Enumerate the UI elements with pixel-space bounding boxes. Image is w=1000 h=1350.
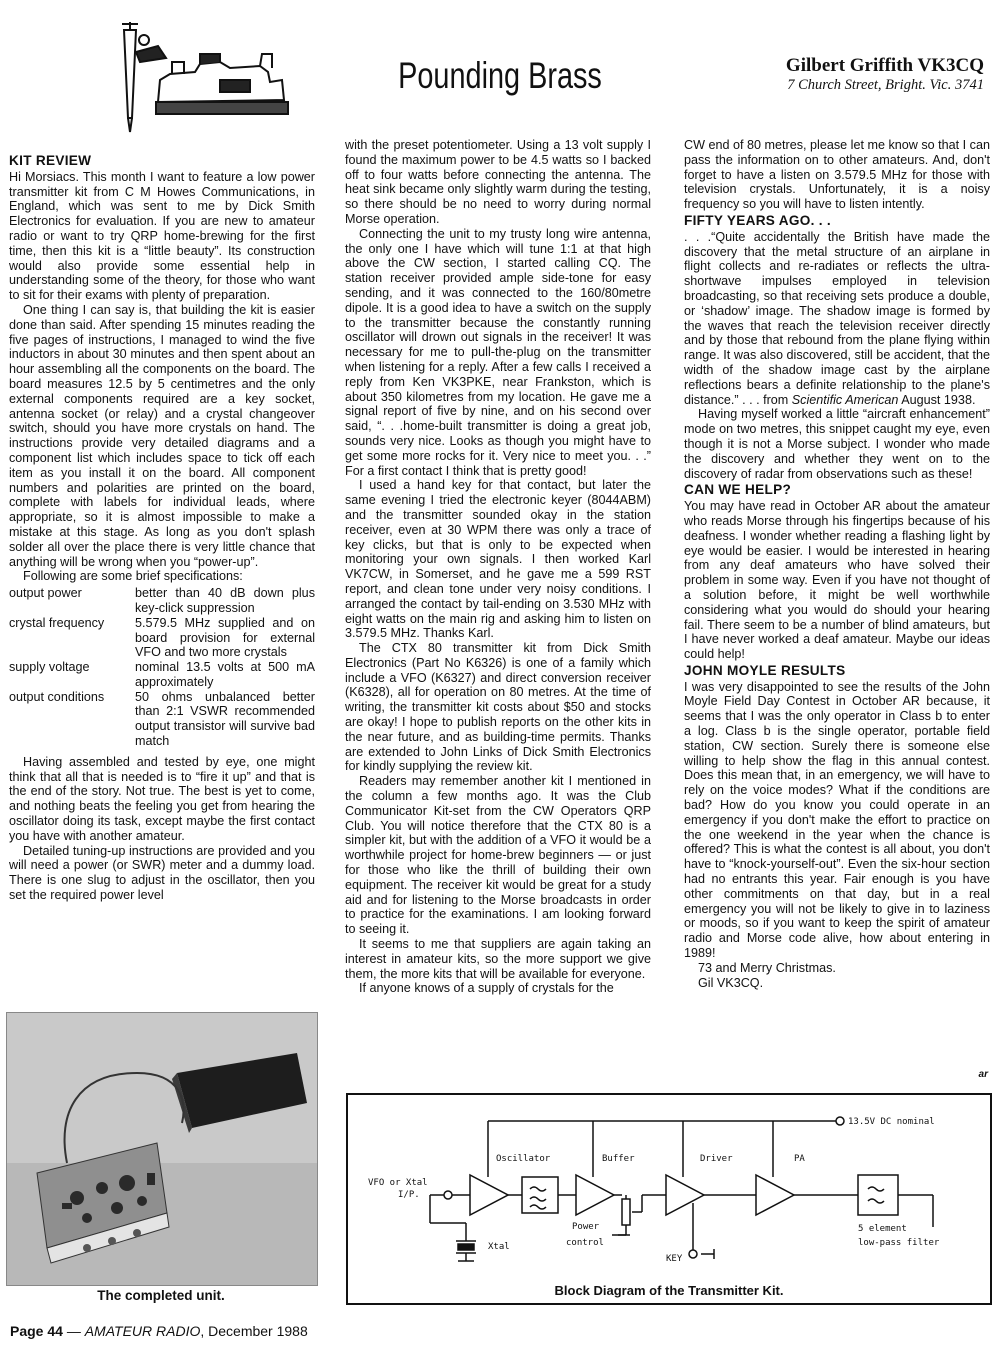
paragraph: Hi Morsiacs. This month I want to feature a low power transmitter kit from C M Howes Communications, in England, which was sent to me by Dick Smith Electronics for evaluation. If you are new to amateur radio or want to try QRP home-brewing for the first time, then this kit is a “little beauty”. Its construction would also provide some essential help in understanding some of the theory, for those who want to sit for their exams with plenty of preparation.: [9, 169, 315, 303]
column-2: [345, 138, 651, 996]
spec-label: output power: [9, 586, 82, 601]
specifications-table: [9, 586, 315, 749]
photo-completed-unit: [6, 1012, 318, 1286]
paragraph: with the preset potentiometer. Using a 13 volt supply I found the maximum power to be 4.5 watts so I backed off to four watts before connecting the antenna. The heat sink became only slightly warm during the testing, so there should be no need to worry during normal Morse operation.: [345, 138, 651, 226]
label-key: KEY: [666, 1254, 683, 1264]
magazine-name: AMATEUR RADIO: [84, 1323, 201, 1339]
spec-value: 50 ohms unbalanced better than 2:1 VSWR recommended output transistor will survive bad match: [135, 689, 315, 749]
paragraph: It seems to me that suppliers are again taking an interest in amateur kits, so the more support we give them, the more kits that will be available for everyone.: [345, 937, 651, 981]
heading-kit-review: KIT REVIEW: [9, 153, 92, 168]
label-pa: PA: [794, 1154, 805, 1164]
paragraph: I used a hand key for that contact, but later the same evening I tried the electronic keyer (8044ABM) and the transmitter sounded okay in the station receiver, even at 30 WPM there was only a trace of key clicks, but that is only to be expected when monitoring your own signals. I then worked Karl VK7CW, in Somerset, and he gave me a 599 RST report, and clean tone under very noisy conditions. I arranged the contact by tail-ending on 3.530 MHz with eight watts on the main rig and asking him to listen on 3.579.5 MHz. Thanks Karl.: [345, 478, 651, 641]
label-supply: 13.5V DC nominal: [848, 1117, 935, 1127]
paragraph: [684, 230, 990, 408]
sign-off: 73 and Merry Christmas.: [698, 960, 836, 975]
spec-label: supply voltage: [9, 660, 90, 675]
paragraph: If anyone knows of a supply of crystals for the: [359, 981, 614, 996]
label-filter-line1: 5 element: [858, 1224, 907, 1234]
label-input-line2: I/P.: [398, 1190, 420, 1200]
spec-value: nominal 13.5 volts at 500 mA approximately: [135, 660, 315, 689]
column-1: [9, 152, 315, 903]
author-address: 7 Church Street, Bright. Vic. 3741: [787, 77, 984, 93]
label-input-line1: VFO or Xtal: [368, 1178, 428, 1188]
author-name: Gilbert Griffith VK3CQ: [785, 55, 984, 76]
paragraph: Connecting the unit to my trusty long wire antenna, the only one I have which will tune 1:1 at that high above the CW section, I started calling CQ. The station receiver provided ample side-tone for easy sending, and it was connected to the 160/80metre dipole. It is a good idea to have a switch on the supply to the transmitter because the constantly running oscillator will drown out signals in the receiver! It was necessary for me to pull-the-plug on the transmitter when listening for a reply. After a few calls I received a reply from Ken VK3PKE, near Frankston, which is about 350 kilometres from my location. He gave me a signal report of five by nine, and on his second over said, “. . .home-built transmitter is doing a great job, sounds very nice. Looks as though you might have to get some more rocks for it. Very nice to meet you. . .” For a first contact I think that is pretty good!: [345, 226, 651, 478]
spec-label: crystal frequency: [9, 615, 105, 630]
source-title: Scientific American: [791, 392, 899, 407]
paragraph: You may have read in October AR about the amateur who reads Morse through his fingertips because of his deafness. I wonder whether reading a flashing light by eye would be easier. I would be interested in hearing from any deaf amateurs who have solved their problem in some way. Even if you have not thought of a solution before, it might be well worthwhile considering what you would do should your hearing fail. There seem to be a number of blind amateurs, but I have never worked a deaf amateur. Maybe our ideas could help!: [684, 499, 990, 662]
label-xtal: Xtal: [488, 1242, 510, 1252]
label-power-control-line2: control: [566, 1238, 604, 1248]
spec-value: better than 40 dB down plus key-click suppression: [135, 586, 315, 615]
footer-separator: —: [62, 1323, 85, 1339]
paragraph: Following are some brief specifications:: [23, 569, 243, 584]
page-number: Page 44: [10, 1323, 63, 1339]
morse-key-logo: [100, 10, 310, 140]
heading-john-moyle-results: JOHN MOYLE RESULTS: [684, 662, 846, 678]
heading-fifty-years-ago: FIFTY YEARS AGO. . .: [684, 212, 831, 228]
spec-value: 5.579.5 MHz supplied and on board provision for external VFO and two more crystals: [135, 615, 315, 660]
label-driver: Driver: [700, 1154, 733, 1164]
heading-can-we-help: CAN WE HELP?: [684, 482, 792, 498]
paragraph: Having assembled and tested by eye, one might think that all that is needed is to “fire it up” and that is the end of the story. Not true. The best is yet to come, and nothing beats the feeling you get from hearing the oscillator doing its task, except maybe the first contact you have with another amateur.: [9, 754, 315, 843]
paragraph: Having myself worked a little “aircraft enhancement” mode on two metres, this snippet caught my eye, even though it is not a Morse subject. I wonder who made the discovery and whether they went on to the discovery of radar from observations such as these!: [684, 407, 990, 481]
photo-caption: The completed unit.: [97, 1288, 225, 1303]
paragraph: One thing I can say is, that building the kit is easier done than said. After spending 15 minutes reading the five pages of instructions, I managed to wind the five inductors in about 30 minutes and then spent about an hour assembling all the components on the board. The board measures 12.5 by 5 centimetres and the only external components required are a key socket, antenna socket (or relay) and a crystal changeover switch, should you have more crystals on hand. The instructions provide very detailed diagrams and a component list which includes space to tick off each item as you install it on the board. All component numbers and polarities are printed on the board, complete with labels for individual leads, where appropriate, so it is almost impossible to make a mistake at this stage. As long as you don't splash solder all over the place there is very little chance that anything will be wrong when you “power-up”.: [9, 302, 315, 569]
label-power-control-line1: Power: [572, 1222, 600, 1232]
paragraph: Detailed tuning-up instructions are provided and you will need a power (or SWR) meter and a dummy load. There is one slug to adjust in the oscillator, then you set the required power level: [9, 843, 315, 903]
paragraph: The CTX 80 transmitter kit from Dick Smith Electronics (Part No K6326) is one of a family which include a VFO (K6327) and direct conversion receiver (K6328), all for operation on 80 metres. At the time of writing, the transmitter kit costs about $50 and stocks are okay! I hope to publish reports on the other kits in the near future, and as building-time permits. Thanks are extended to John Links of Dick Smith Electronics for kindly supplying the review kit.: [345, 641, 651, 774]
spec-label: output conditions: [9, 689, 105, 704]
issue-date: , December 1988: [200, 1323, 308, 1339]
end-mark: ar: [978, 1069, 988, 1080]
diagram-caption: Block Diagram of the Transmitter Kit.: [554, 1283, 784, 1298]
label-filter-line2: low-pass filter: [858, 1238, 940, 1248]
paragraph: CW end of 80 metres, please let me know so that I can pass the information on to other amateurs. And, don't forget to have a listen on 3.579.5 MHz for those with television crystals. Unfortunately, it is a noisy frequency so you will have to listen intently.: [684, 138, 990, 212]
signature: Gil VK3CQ.: [698, 975, 764, 990]
author-block: [786, 55, 984, 94]
paragraph: I was very disappointed to see the results of the John Moyle Field Day Contest in October AR because, it seems that I was the only operator in Class b to enter a log. Class b is the single operator, portable field station, CW section. Surely there is someone else willing to help show the flag in this annual contest. Does this mean that, in an emergency, we will have to rely on the voice modes? What if the conditions are bad? How do you know you could operate in an emergency if you don't make the effort to practice on the one weekend in the year when the chance is offered? This is what the contest is all about, you don't have to “knock-yourself-out”. Even the six-hour section had no entrants this year. Fair enough is you have other commitments on that day, but in a real emergency you will not be likely to give in to laziness or moods, so if you want to keep the spirit of amateur radio and Morse code alive, how about entering in 1989!: [684, 679, 990, 961]
label-oscillator: Oscillator: [496, 1154, 551, 1164]
quote-text: . . .“Quite accidentally the British have made the discovery that the metal structure of an airplane in flight collects and re-radiates or reflects the ultra-shortwave impulses employed in television broadcasting, so that receiving sets produce a double, or ‘shadow’ image. The shadow image is formed by the waves that reach the television receiver directly and by those that rebound from the plane flying within range. It was also discovered, still be accident, that the width of the shadow image cast by the airplane reflections bears a definite relationship to the plane's distance.” . . . from: [684, 229, 990, 407]
label-buffer: Buffer: [602, 1154, 635, 1164]
page-footer: [10, 1323, 308, 1339]
column-title: Pounding Brass: [398, 55, 602, 96]
block-diagram: [346, 1093, 992, 1305]
column-3: [684, 138, 990, 990]
source-date: August 1938.: [901, 392, 976, 407]
paragraph: Readers may remember another kit I mentioned in the column a few months ago. It was the Club Communicator Kit-set from the CW Operators QRP Club. You will notice therefore that the CTX 80 is a simpler kit, but with the addition of a VFO it would be a worthwhile project for home-brew beginners — or just for those who like the thrill of building their own equipment. The receiver kit would be great for a study aid and for listening to the Morse broadcasts in order to practice for the examinations. I am looking forward to seeing it.: [345, 774, 651, 937]
